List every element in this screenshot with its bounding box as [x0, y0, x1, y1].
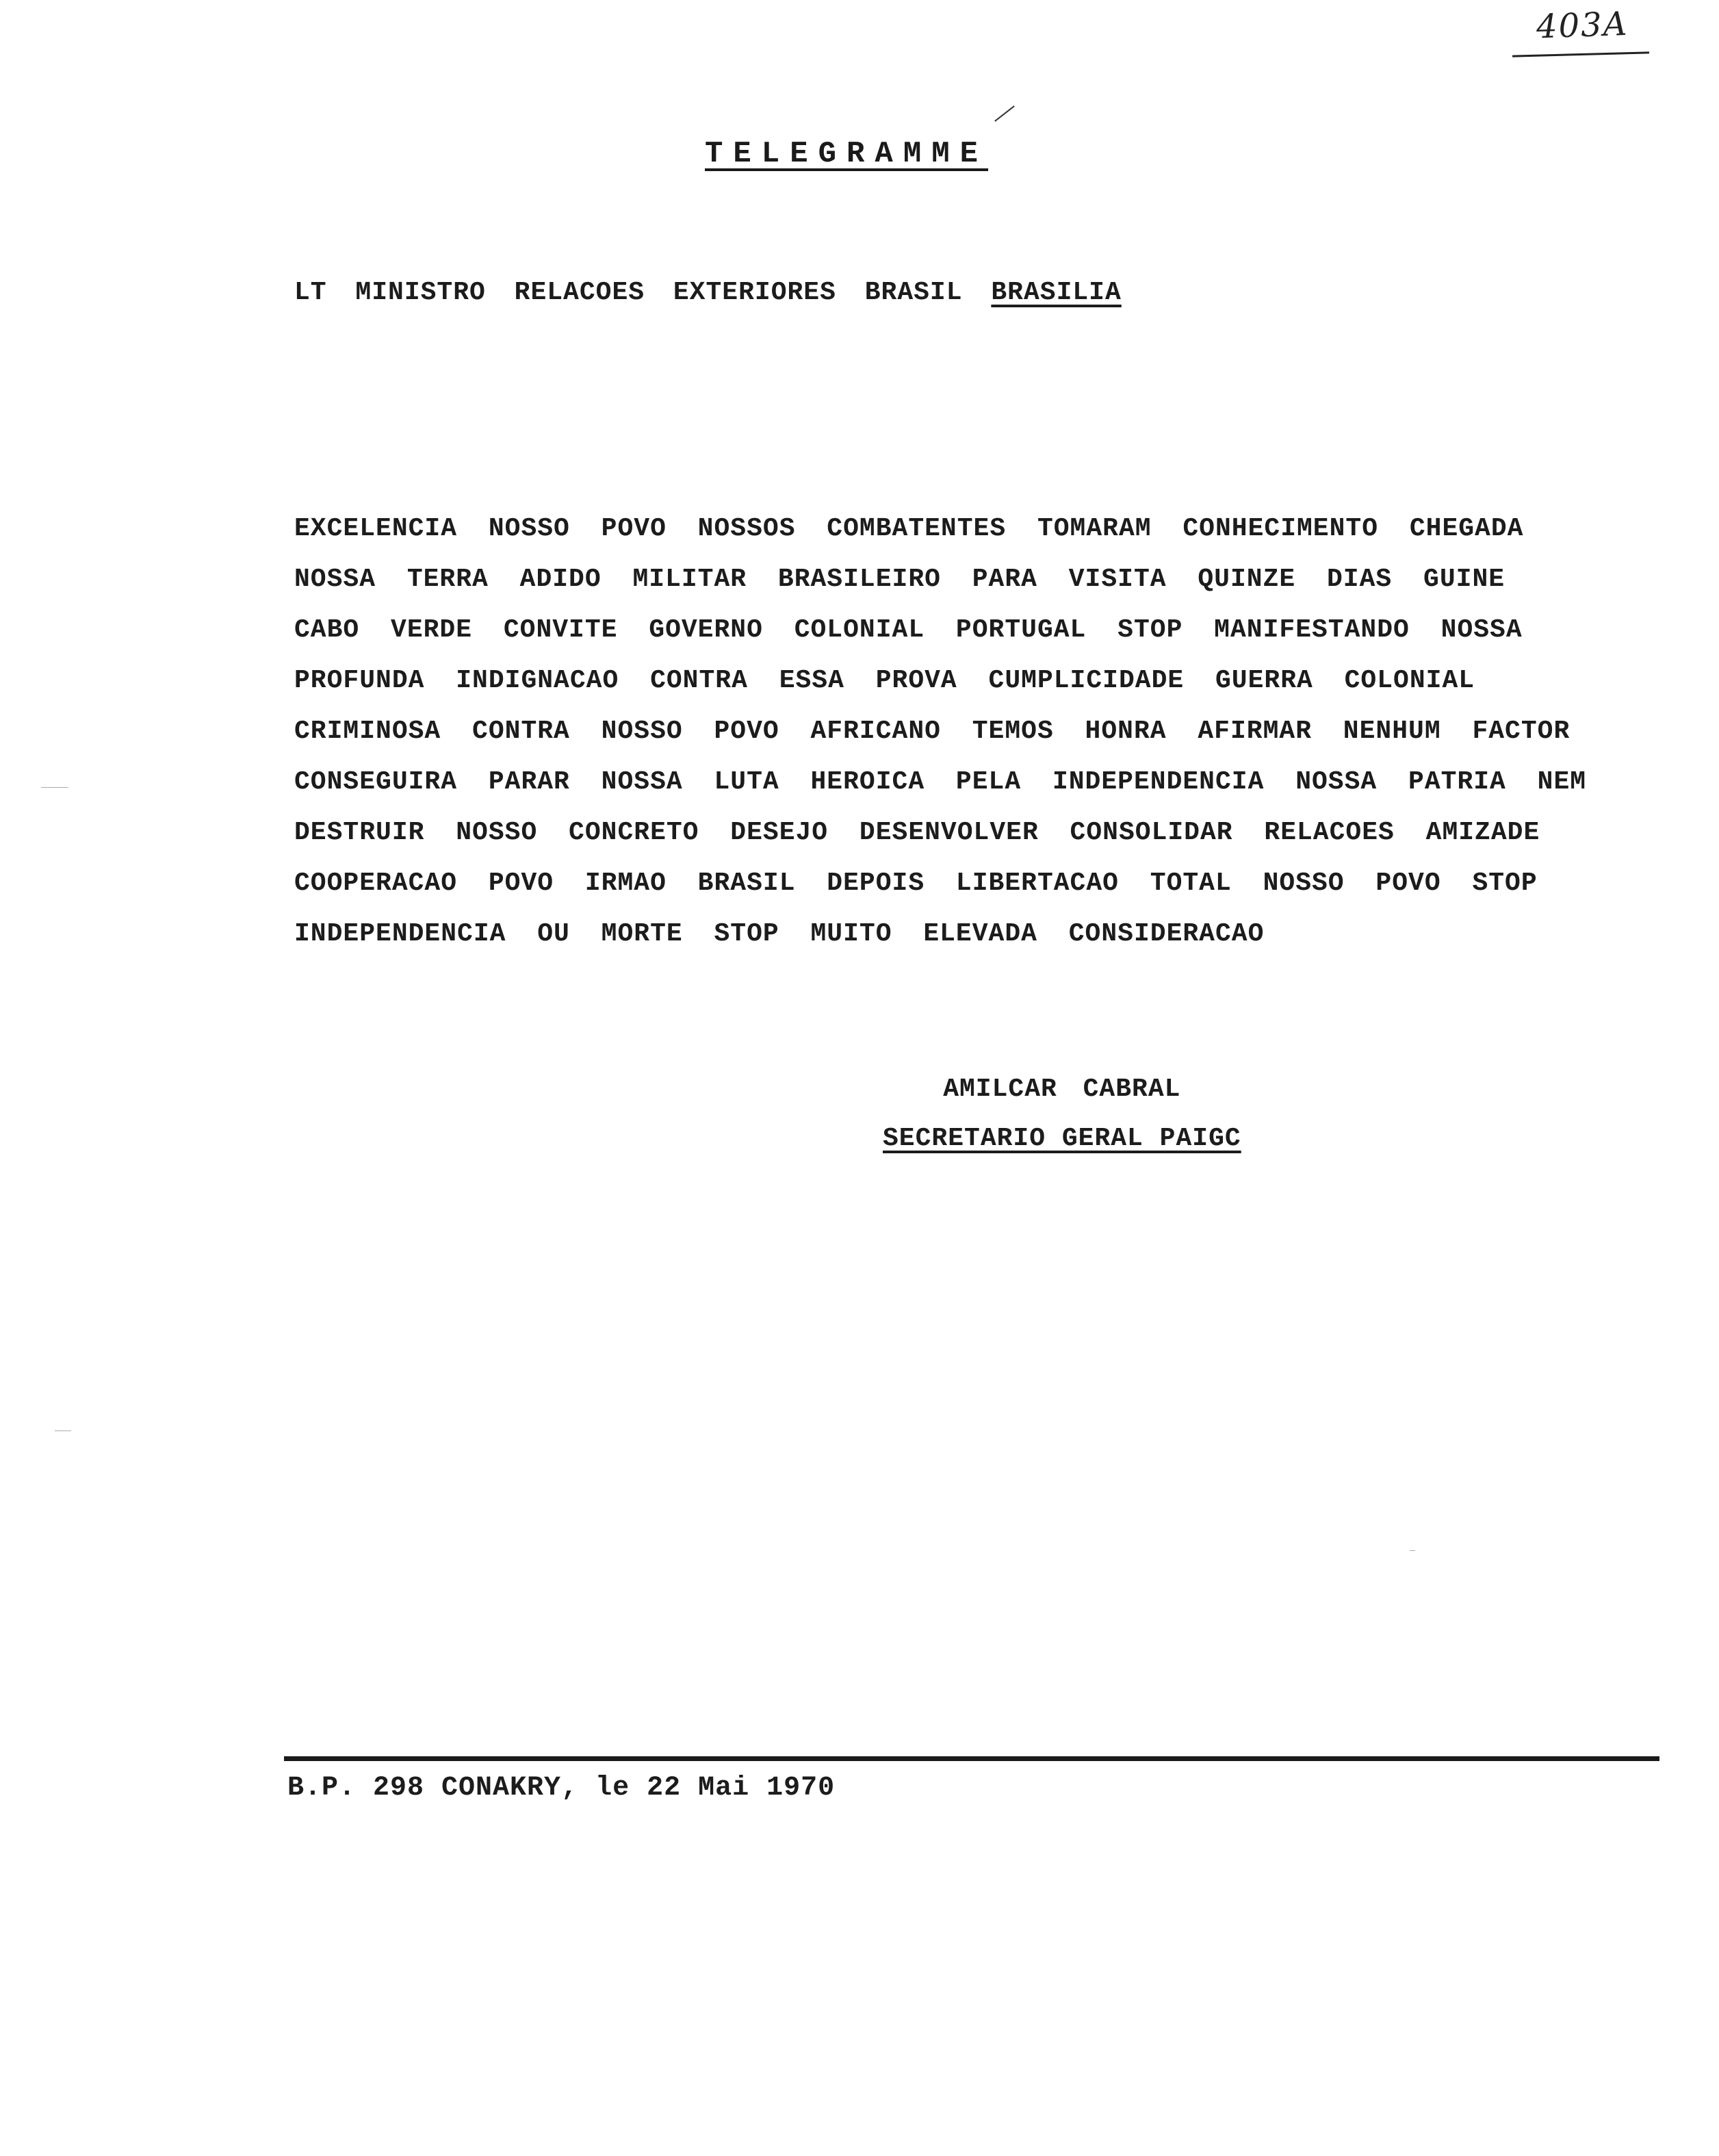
signatory-title: SECRETARIO GERAL PAIGC	[883, 1124, 1241, 1153]
addressee-prefix: LT MINISTRO RELACOES EXTERIORES BRASIL	[294, 278, 963, 307]
scan-artifact	[55, 1430, 71, 1431]
body-line: NOSSA TERRA ADIDO MILITAR BRASILEIRO PARA VISITA QUINZE DIAS GUINE	[294, 565, 1505, 594]
body-line: CABO VERDE CONVITE GOVERNO COLONIAL PORTUGAL STOP MANIFESTANDO NOSSA	[294, 615, 1523, 645]
footer-address-date: B.P. 298 CONAKRY, le 22 Mai 1970	[287, 1773, 836, 1804]
reference-underline	[1512, 51, 1649, 57]
body-line: DESTRUIR NOSSO CONCRETO DESEJO DESENVOLVER CONSOLIDAR RELACOES AMIZADE	[294, 818, 1540, 847]
document-title: TELEGRAMME	[705, 137, 989, 171]
footer-divider	[284, 1756, 1659, 1761]
body-line: INDEPENDENCIA OU MORTE STOP MUITO ELEVADA CONSIDERACAO	[294, 919, 1265, 949]
signatory-name: AMILCAR CABRAL	[943, 1075, 1181, 1104]
body-line: EXCELENCIA NOSSO POVO NOSSOS COMBATENTES TOMARAM CONHECIMENTO CHEGADA	[294, 514, 1524, 543]
body-line: COOPERACAO POVO IRMAO BRASIL DEPOIS LIBERTACAO TOTAL NOSSO POVO STOP	[294, 869, 1538, 898]
telegram-body	[294, 504, 1586, 960]
body-line: CRIMINOSA CONTRA NOSSO POVO AFRICANO TEMOS HONRA AFIRMAR NENHUM FACTOR	[294, 717, 1571, 746]
addressee-line	[294, 278, 1122, 307]
scan-artifact	[41, 787, 68, 788]
handwritten-reference-number: 403A	[1536, 4, 1629, 47]
pen-mark	[994, 105, 1015, 122]
scan-artifact	[1410, 1550, 1415, 1551]
signature-block	[883, 1065, 1241, 1164]
addressee-city: BRASILIA	[991, 278, 1122, 307]
body-line: CONSEGUIRA PARAR NOSSA LUTA HEROICA PELA INDEPENDENCIA NOSSA PATRIA NEM	[294, 767, 1587, 797]
body-line: PROFUNDA INDIGNACAO CONTRA ESSA PROVA CUMPLICIDADE GUERRA COLONIAL	[294, 666, 1475, 695]
